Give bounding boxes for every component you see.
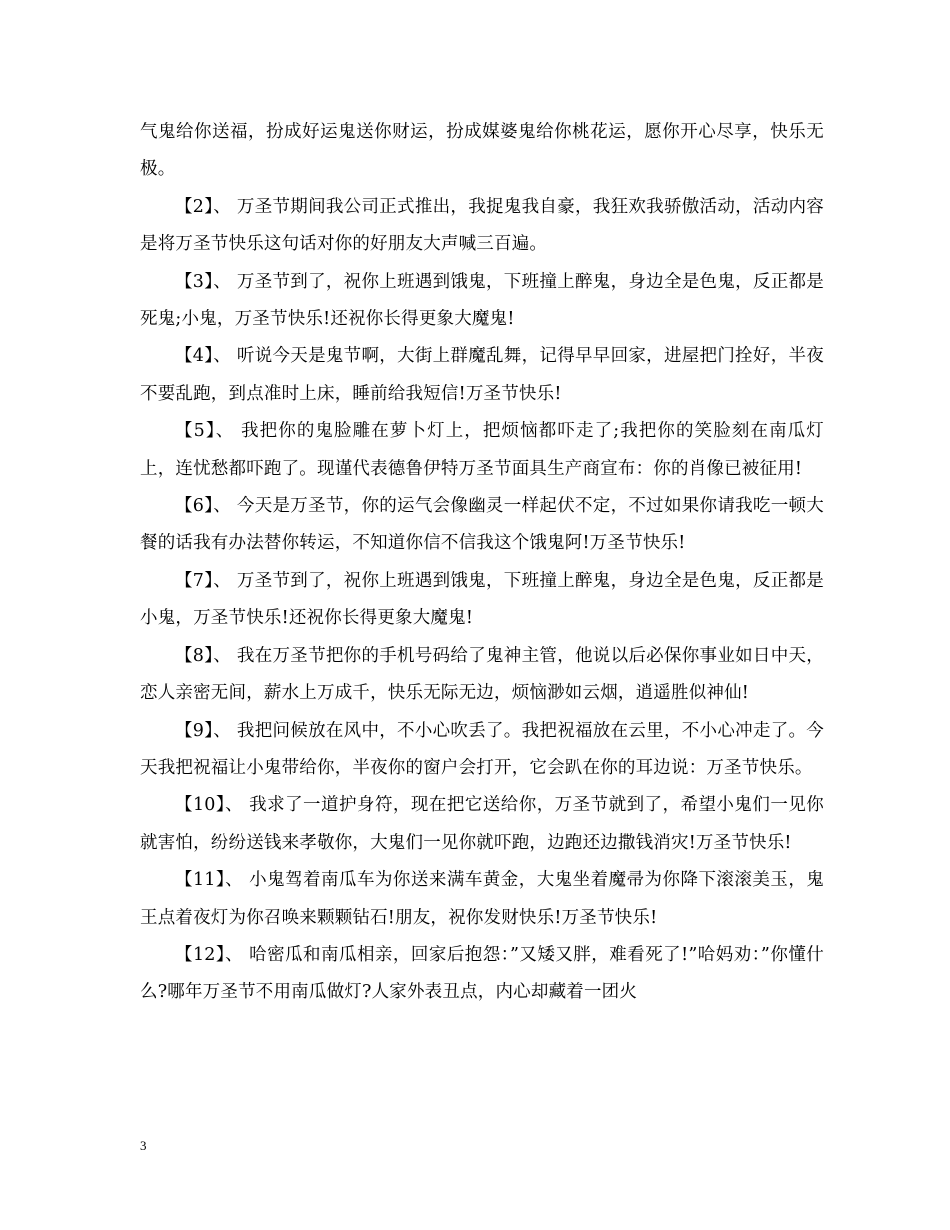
- paragraph: 【12】、 哈密瓜和南瓜相亲，回家后抱怨：”又矮又胖，难看死了!”哈妈劝：”你懂什么?哪年万圣节不用南瓜做灯?人家外表丑点，内心却藏着一团火: [140, 944, 824, 1003]
- paragraph: 【6】、 今天是万圣节，你的运气会像幽灵一样起伏不定，不过如果你请我吃一顿大餐的话我有办法替你转运，不知道你信不信我这个饿鬼阿!万圣节快乐!: [140, 496, 824, 554]
- page-number: 3: [140, 1138, 147, 1153]
- paragraph: 【8】、 我在万圣节把你的手机号码给了鬼神主管，他说以后必保你事业如日中天，恋人亲密无间，薪水上万成千，快乐无际无边，烦恼渺如云烟，逍遥胜似神仙!: [140, 645, 824, 704]
- paragraph: 气鬼给你送福，扮成好运鬼送你财运，扮成媒婆鬼给你桃花运，愿你开心尽享，快乐无极。: [140, 122, 824, 180]
- document-body: [140, 114, 824, 1012]
- paragraph: 【3】、 万圣节到了，祝你上班遇到饿鬼，下班撞上醉鬼，身边全是色鬼，反正都是死鬼;小鬼，万圣节快乐!还祝你长得更象大魔鬼!: [140, 271, 824, 330]
- paragraph: 【9】、 我把问候放在风中，不小心吹丢了。我把祝福放在云里，不小心冲走了。今天我把祝福让小鬼带给你，半夜你的窗户会打开，它会趴在你的耳边说：万圣节快乐。: [140, 720, 824, 778]
- paragraph: 【4】、 听说今天是鬼节啊，大街上群魔乱舞，记得早早回家，进屋把门拴好，半夜不要乱跑，到点准时上床，睡前给我短信!万圣节快乐!: [140, 346, 824, 404]
- paragraph: 【5】、 我把你的鬼脸雕在萝卜灯上，把烦恼都吓走了;我把你的笑脸刻在南瓜灯上，连忧愁都吓跑了。现谨代表德鲁伊特万圣节面具生产商宣布：你的肖像已被征用!: [140, 421, 824, 479]
- paragraph: 【10】、 我求了一道护身符，现在把它送给你，万圣节就到了，希望小鬼们一见你就害怕，纷纷送钱来孝敬你，大鬼们一见你就吓跑，边跑还边撒钱消灾!万圣节快乐!: [140, 795, 824, 853]
- paragraph: 【11】、 小鬼驾着南瓜车为你送来满车黄金，大鬼坐着魔帚为你降下滚滚美玉，鬼王点着夜灯为你召唤来颗颗钻石!朋友，祝你发财快乐!万圣节快乐!: [140, 870, 824, 928]
- paragraph: 【7】、 万圣节到了，祝你上班遇到饿鬼，下班撞上醉鬼，身边全是色鬼，反正都是小鬼，万圣节快乐!还祝你长得更象大魔鬼!: [140, 570, 824, 629]
- paragraph: 【2】、 万圣节期间我公司正式推出，我捉鬼我自豪，我狂欢我骄傲活动，活动内容是将万圣节快乐这句话对你的好朋友大声喊三百遍。: [140, 196, 824, 255]
